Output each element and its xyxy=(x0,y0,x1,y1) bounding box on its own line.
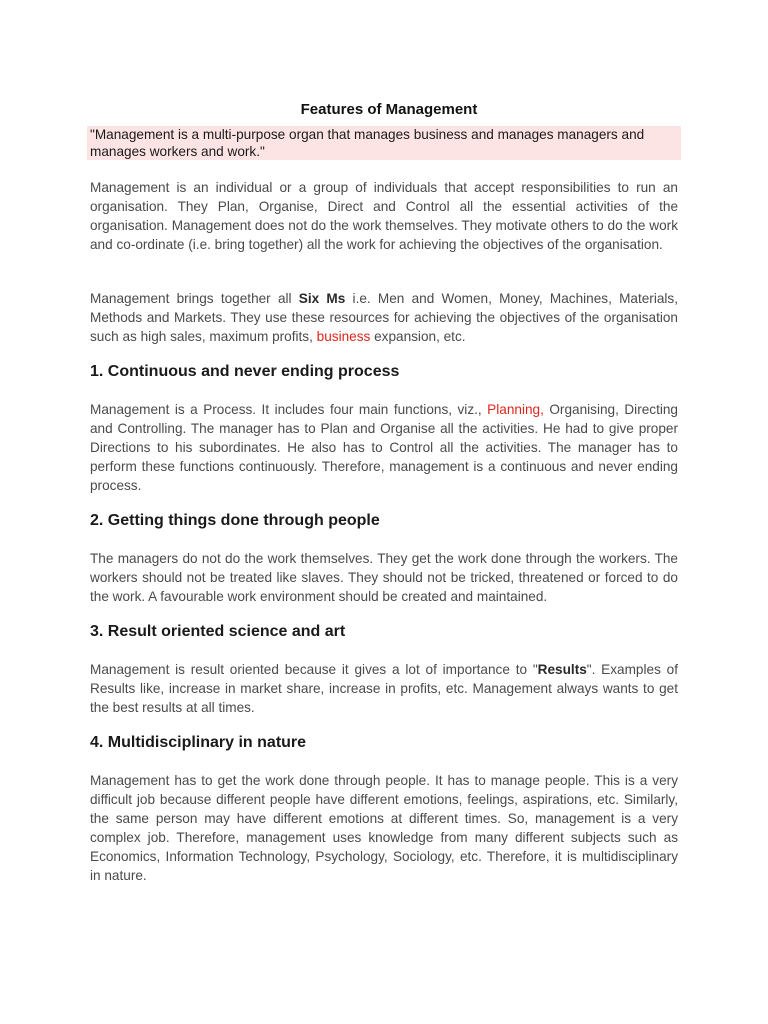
results-bold: Results xyxy=(537,662,587,677)
section-1-text-a: Management is a Process. It includes four main functions, viz., xyxy=(90,402,488,417)
section-3-text-a: Management is result oriented because it gives a lot of importance to " xyxy=(90,662,538,677)
intro-2-text-b: i.e. Men and Women, Money, Machines, Materials, Methods and Markets. They use these resources for achieving the objectives of the organisation such as high sales, maximum profits, xyxy=(90,291,678,344)
business-link[interactable]: business xyxy=(316,329,371,344)
highlighted-quote: "Management is a multi-purpose organ that manages business and manages managers and manages workers and work." xyxy=(87,126,681,160)
section-1-text-b: Organising, Directing and Controlling. The manager has to Plan and Organise all the activities. He had to give proper Directions to his subordinates. He also has to Control all the activities. The manager has to perform these functions continuously. Therefore, management is a continuous and never ending process. xyxy=(90,402,678,493)
section-2-paragraph: The managers do not do the work themselves. They get the work done through the workers. The workers should not be treated like slaves. They should not be tricked, threatened or forced to do the work. A favourable work environment should be created and maintained. xyxy=(90,551,678,604)
section-1-heading: 1. Continuous and never ending process xyxy=(90,363,400,380)
intro-2-text-c: expansion, etc. xyxy=(370,329,466,344)
planning-link[interactable]: Planning, xyxy=(487,402,544,417)
intro-paragraph-1: Management is an individual or a group of individuals that accept responsibilities to run an organisation. They Plan, Organise, Direct and Control all the essential activities of the organisation. Management does not do the work themselves. They motivate others to do the work and co-ordinate (i.e. bring together) all the work for achieving the objectives of the organisation. xyxy=(90,180,678,252)
section-3-paragraph xyxy=(90,660,678,717)
section-4-paragraph: Management has to get the work done through people. It has to manage people. This is a very difficult job because different people have different emotions, feelings, aspirations, etc. Similarly, the same person may have different emotions at different times. So, management is a very complex job. Therefore, management uses knowledge from many different subjects such as Economics, Information Technology, Psychology, Sociology, etc. Therefore, it is multidisciplinary in nature. xyxy=(90,773,678,883)
page-title: Features of Management xyxy=(300,101,478,119)
intro-paragraph-2 xyxy=(90,289,678,346)
section-2-heading: 2. Getting things done through people xyxy=(90,512,380,529)
intro-2-text-a: Management brings together all xyxy=(90,291,299,306)
section-4-heading: 4. Multidisciplinary in nature xyxy=(90,734,307,751)
section-3-heading: 3. Result oriented science and art xyxy=(90,623,346,640)
section-3-text-b: ". Examples of Results like, increase in market share, increase in profits, etc. Management always wants to get the best results at all times. xyxy=(90,662,678,715)
six-ms-bold: Six Ms xyxy=(298,291,346,306)
section-1-paragraph xyxy=(90,400,678,495)
